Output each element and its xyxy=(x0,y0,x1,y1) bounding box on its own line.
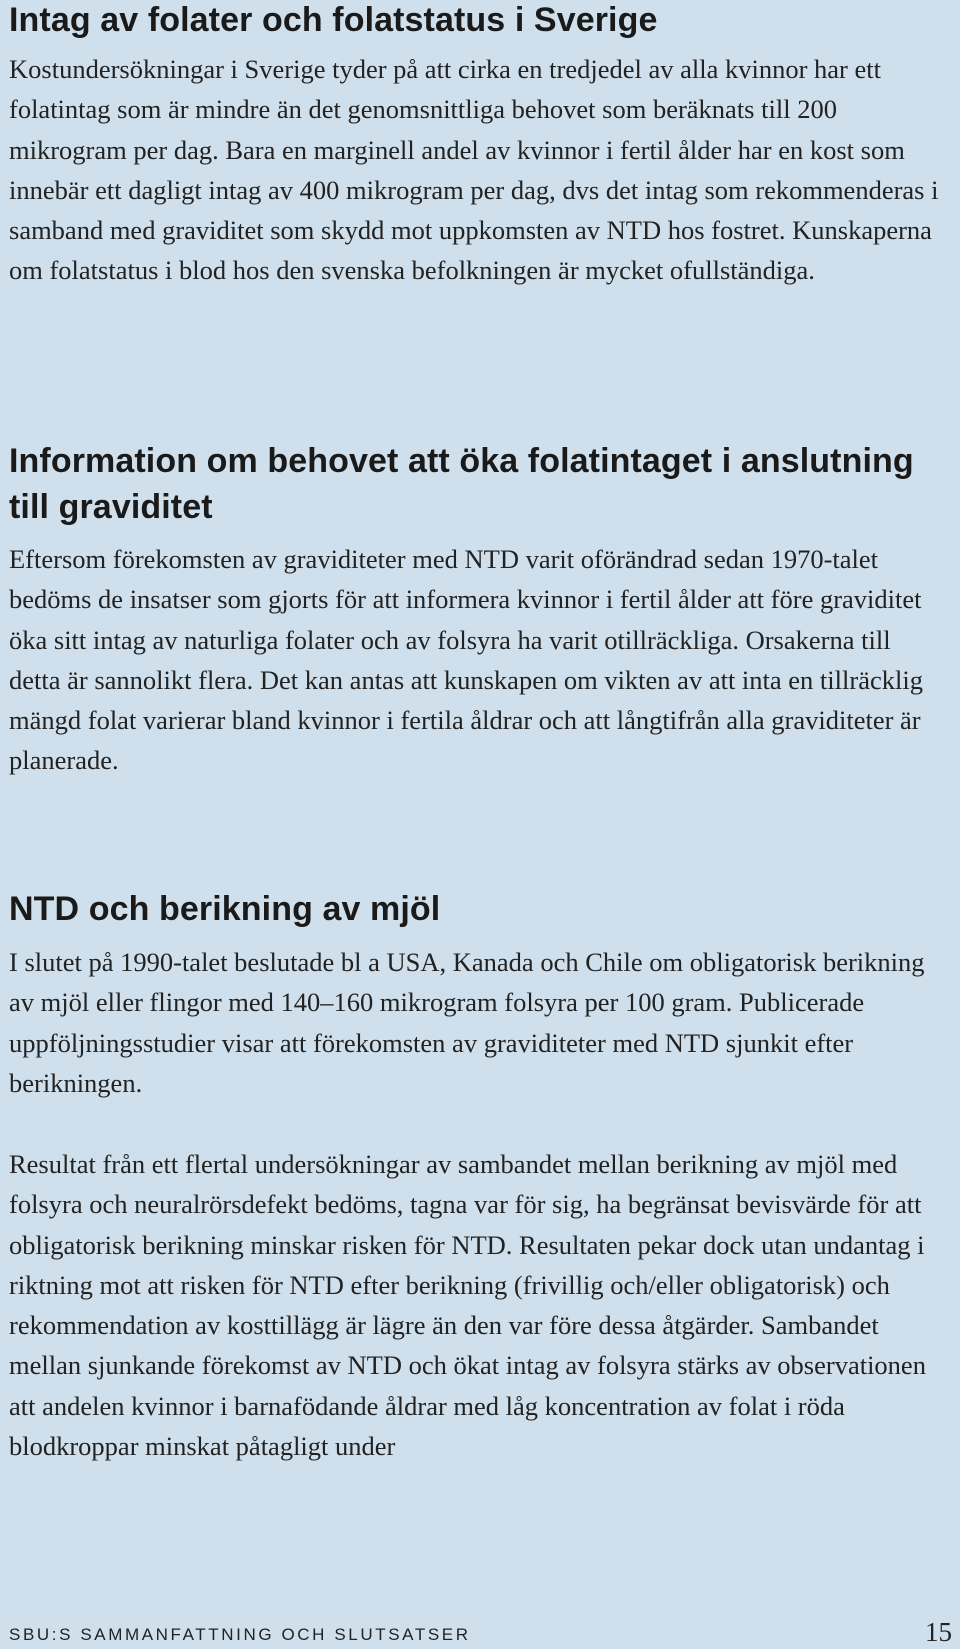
page-number: 15 xyxy=(925,1617,952,1647)
section-heading-folatstatus: Intag av folater och folatstatus i Sverige xyxy=(9,1,658,39)
section-paragraph-berikning-1: I slutet på 1990-talet beslutade bl a USA, Kanada och Chile om obligatorisk berikning av mjöl eller flingor med 140–160 mikrogram folsyra per 100 gram. Publicerade uppföljningsstudier visar att förekomsten av graviditeter med NTD sjunkit efter berikningen. xyxy=(9,947,925,1098)
section-paragraph-information: Eftersom förekomsten av graviditeter med NTD varit oförändrad sedan 1970-talet bedöms de insatser som gjorts för att informera kvinnor i fertil ålder att före graviditet öka sitt intag av naturliga folater och av folsyra ha varit otillräckliga. Orsakerna till detta är sannolikt flera. Det kan antas att kunskapen om vikten av att inta en tillräcklig mängd folat varierar bland kvinnor i fertila åldrar och att långtifrån alla graviditeter är planerade. xyxy=(9,544,923,776)
footer-publication-title: SBU:S SAMMANFATTNING OCH SLUTSATSER xyxy=(9,1625,471,1644)
section-heading-information: Information om behovet att öka folatintaget i anslutning till graviditet xyxy=(9,442,914,526)
page-footer xyxy=(9,1611,952,1647)
section-heading-berikning: NTD och berikning av mjöl xyxy=(9,890,441,928)
section-paragraph-berikning-2: Resultat från ett flertal undersökningar av sambandet mellan berikning av mjöl med folsyra och neuralrörsdefekt bedöms, tagna var för sig, ha begränsat bevisvärde för att obligatorisk berikning minskar risken för NTD. Resultaten pekar dock utan undantag i riktning mot att risken för NTD efter berikning (frivillig och/eller obligatorisk) och rekommendation av kosttillägg är lägre än den var före dessa åtgärder. Sambandet mellan sjunkande förekomst av NTD och ökat intag av folsyra stärks av observationen att andelen kvinnor i barnafödande åldrar med låg koncentration av folat i röda blodkroppar minskat påtagligt under xyxy=(9,1149,926,1462)
section-paragraph-folatstatus: Kostundersökningar i Sverige tyder på att cirka en tredjedel av alla kvinnor har ett folatintag som är mindre än det genomsnittliga behovet som beräknats till 200 mikrogram per dag. Bara en marginell andel av kvinnor i fertil ålder har en kost som innebär ett dagligt intag av 400 mikrogram per dag, dvs det intag som rekommenderas i samband med graviditet som skydd mot uppkomsten av NTD hos fostret. Kunskaperna om folatstatus i blod hos den svenska befolkningen är mycket ofullständiga. xyxy=(9,54,939,286)
